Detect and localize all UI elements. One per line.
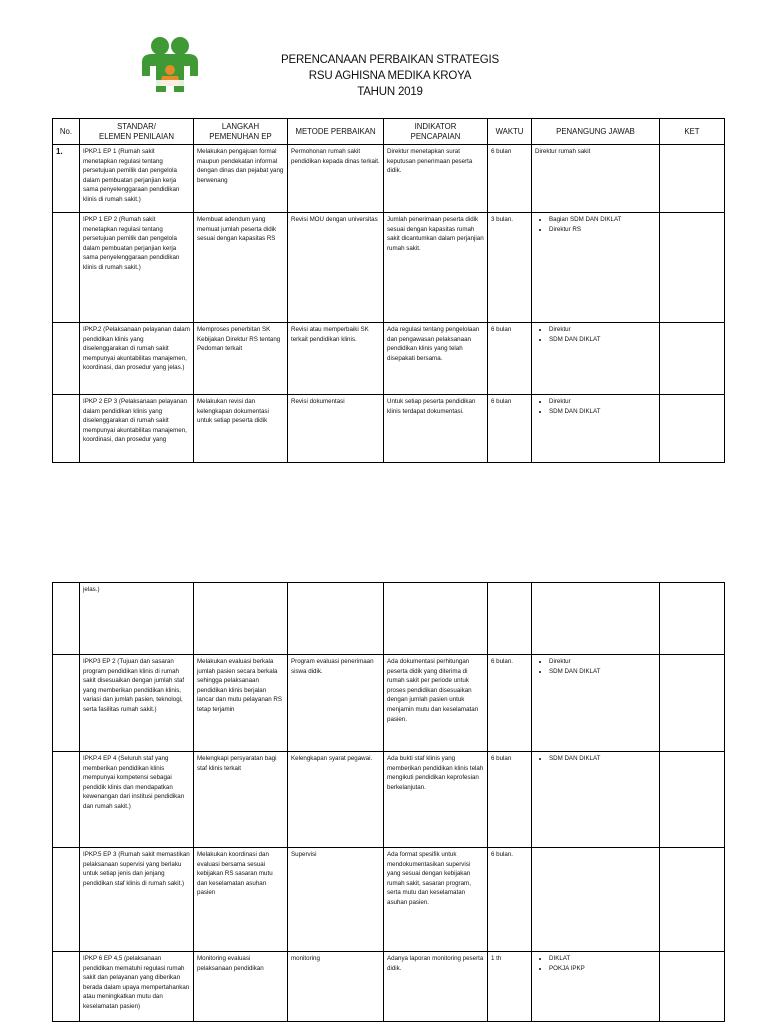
cell-penanggung-jawab bbox=[532, 655, 660, 752]
cell-waktu: 6 bulan bbox=[488, 145, 532, 213]
pj-list bbox=[535, 954, 656, 973]
cell-langkah: Membuat adendum yang memuat jumlah peserta didik sesuai dengan kapasitas RS bbox=[194, 213, 288, 323]
cell-no bbox=[53, 395, 80, 463]
cell-indikator: Ada format spesifik untuk mendokumentasikan supervisi yang sesuai dengan kebijakan rumah sakit, sasaran program, serta mutu dan keselamatan asuhan pasien. bbox=[384, 848, 488, 952]
cell-standar: IPKP 2 EP 3 (Pelaksanaan pelayanan dalam pendidikan klinis yang diselenggarakan di rumah sakit mempunyai akuntabilitas manajemen, koordinasi, dan prosedur yang bbox=[80, 395, 194, 463]
cell-waktu: 6 bulan bbox=[488, 323, 532, 395]
cell-indikator: Ada regulasi tentang pengelolaan dan pengawasan pelaksanaan pendidikan klinis yang telah disepakati bersama. bbox=[384, 323, 488, 395]
cell-metode: Kelengkapan syarat pegawai. bbox=[288, 752, 384, 848]
col-header-indikator: INDIKATOR PENCAPAIAN bbox=[384, 119, 488, 145]
table-row bbox=[53, 213, 725, 323]
cell-indikator: Jumlah penerimaan peserta didik sesuai dengan kapasitas rumah sakit dicantumkan dalam perjanjian rumah sakit. bbox=[384, 213, 488, 323]
cell-indikator: Direktur menetapkan surat keputusan penerimaan peserta didik. bbox=[384, 145, 488, 213]
cell-penanggung-jawab bbox=[532, 583, 660, 655]
cell-standar: IPKP.2 (Pelaksanaan pelayanan dalam pendidikan klinis yang diselenggarakan di rumah sakit mempunyai akuntabilitas manajemen, koordinasi, dan prosedur yang jelas.) bbox=[80, 323, 194, 395]
cell-langkah: Melakukan evaluasi berkala jumlah pasien secara berkala sehingga pelaksanaan pendidikan klinis berjalan lancar dan mutu pelayanan RS tetap terjamin bbox=[194, 655, 288, 752]
cell-standar: IPKP.5 EP 3 (Rumah sakit memastikan pelaksanaan supervisi yang berlaku untuk setiap jenis dan jenjang pendidikan staf klinis di rumah sakit.) bbox=[80, 848, 194, 952]
cell-waktu bbox=[488, 583, 532, 655]
col-header-pj: PENANGUNG JAWAB bbox=[532, 119, 660, 145]
cell-langkah: Melengkapi persyaratan bagi staf klinis terkait bbox=[194, 752, 288, 848]
cell-no bbox=[53, 655, 80, 752]
pj-list-item: • SDM DAN DIKLAT bbox=[549, 407, 656, 417]
table-row bbox=[53, 583, 725, 655]
plan-table-page-1 bbox=[52, 118, 725, 463]
cell-no bbox=[53, 213, 80, 323]
document-title bbox=[230, 52, 550, 100]
pj-list bbox=[535, 754, 656, 764]
cell-ket bbox=[660, 655, 725, 752]
col-header-standar: STANDAR/ ELEMEN PENILAIAN bbox=[80, 119, 194, 145]
cell-indikator: Untuk setiap peserta pendidikan klinis terdapat dokumentasi. bbox=[384, 395, 488, 463]
cell-penanggung-jawab bbox=[532, 952, 660, 1022]
table-row bbox=[53, 655, 725, 752]
cell-indikator: Adanya laporan monitoring peserta didik. bbox=[384, 952, 488, 1022]
cell-no bbox=[53, 848, 80, 952]
table-row bbox=[53, 145, 725, 213]
title-line-1: PERENCANAAN PERBAIKAN STRATEGIS bbox=[281, 54, 499, 66]
cell-no bbox=[53, 752, 80, 848]
col-header-no: No. bbox=[53, 119, 80, 145]
cell-standar: IPKP 6 EP 4,5 (pelaksanaan pendidikan mematuhi regulasi rumah sakit dan pelayanan yang diberikan berada dalam upaya mempertahankan atau meningkatkan mutu dan keselamatan pasien) bbox=[80, 952, 194, 1022]
cell-metode: Supervisi bbox=[288, 848, 384, 952]
cell-waktu: 6 bulan bbox=[488, 395, 532, 463]
pj-list-item: • Bagian SDM DAN DIKLAT bbox=[549, 215, 656, 225]
cell-ket bbox=[660, 583, 725, 655]
cell-no bbox=[53, 583, 80, 655]
cell-waktu: 6 bulan bbox=[488, 752, 532, 848]
cell-penanggung-jawab bbox=[532, 395, 660, 463]
pj-list bbox=[535, 325, 656, 344]
pj-list-item: • Direktur RS bbox=[549, 225, 656, 235]
cell-ket bbox=[660, 752, 725, 848]
cell-no bbox=[53, 323, 80, 395]
cell-ket bbox=[660, 323, 725, 395]
cell-metode bbox=[288, 583, 384, 655]
cell-metode: Revisi MOU dengan universitas bbox=[288, 213, 384, 323]
cell-waktu: 6 bulan. bbox=[488, 655, 532, 752]
cell-standar: IPKP.1 EP 1 (Rumah sakit menetapkan regulasi tentang persetujuan pemilik dan pengelola dalam pembuatan perjanjian kerja sama penyelenggaraan pendidikan klinis di rumah sakit.) bbox=[80, 145, 194, 213]
pj-list bbox=[535, 215, 656, 234]
col-header-ket: KET bbox=[660, 119, 725, 145]
cell-penanggung-jawab bbox=[532, 323, 660, 395]
cell-metode: Program evaluasi penerimaan siswa didik. bbox=[288, 655, 384, 752]
cell-standar: jelas.) bbox=[80, 583, 194, 655]
table-row bbox=[53, 323, 725, 395]
col-header-langkah: LANGKAH PEMENUHAN EP bbox=[194, 119, 288, 145]
col-header-metode: METODE PERBAIKAN bbox=[288, 119, 384, 145]
cell-metode: Revisi dokumentasi bbox=[288, 395, 384, 463]
cell-no bbox=[53, 952, 80, 1022]
pj-list-item: • Direktur bbox=[549, 325, 656, 335]
cell-standar: IPKP 1 EP 2 (Rumah sakit menetapkan regulasi tentang persetujuan pemilik dan pengelola dalam pembuatan perjanjian kerja sama penyelenggaraan pendidikan klinis di rumah sakit.) bbox=[80, 213, 194, 323]
title-line-2: RSU AGHISNA MEDIKA KROYA bbox=[308, 70, 472, 82]
table-row bbox=[53, 752, 725, 848]
cell-penanggung-jawab: Direktur rumah sakit bbox=[532, 145, 660, 213]
cell-standar: IPKP.4 EP 4 (Seluruh staf yang memberikan pendidikan klinis mempunyai kompetensi sebagai pendidik klinis dan mendapatkan kewenangan dari institusi pendidikan dan rumah sakit.) bbox=[80, 752, 194, 848]
cell-ket bbox=[660, 213, 725, 323]
cell-ket bbox=[660, 395, 725, 463]
table-row bbox=[53, 952, 725, 1022]
cell-langkah: Melakukan revisi dan kelengkapan dokumentasi untuk setiap peserta didik bbox=[194, 395, 288, 463]
pj-list bbox=[535, 397, 656, 416]
col-header-waktu: WAKTU bbox=[488, 119, 532, 145]
pj-list bbox=[535, 657, 656, 676]
cell-metode: monitoring bbox=[288, 952, 384, 1022]
cell-langkah: Melakukan pengajuan formal maupun pendekatan informal dengan dinas dan pejabat yang berwenang bbox=[194, 145, 288, 213]
cell-ket bbox=[660, 145, 725, 213]
pj-list-item: • Direktur bbox=[549, 657, 656, 667]
table-row bbox=[53, 395, 725, 463]
cell-metode: Revisi atau memperbaiki SK terkait pendidikan klinis. bbox=[288, 323, 384, 395]
pj-list-item: • Direktur bbox=[549, 397, 656, 407]
people-logo-icon bbox=[134, 36, 204, 100]
cell-metode: Permohonan rumah sakit pendidikan kepada dinas terkait. bbox=[288, 145, 384, 213]
cell-indikator: Ada dokumentasi perhitungan peserta didik yang diterima di rumah sakit per periode untuk proses pendidikan disesuaikan dengan jumlah pasien untuk menjamin mutu dan keselamatan pasien. bbox=[384, 655, 488, 752]
cell-penanggung-jawab bbox=[532, 752, 660, 848]
cell-indikator bbox=[384, 583, 488, 655]
table-row bbox=[53, 848, 725, 952]
cell-no: 1. bbox=[53, 145, 80, 213]
cell-langkah: Memproses penerbitan SK Kebijakan Direktur RS tentang Pedoman terkait bbox=[194, 323, 288, 395]
cell-penanggung-jawab bbox=[532, 848, 660, 952]
cell-langkah: Monitoring evaluasi pelaksanaan pendidikan bbox=[194, 952, 288, 1022]
title-line-3: TAHUN 2019 bbox=[357, 86, 423, 98]
pj-list-item: • SDM DAN DIKLAT bbox=[549, 335, 656, 345]
cell-langkah: Melakukan koordinasi dan evaluasi bersama sesuai kebijakan RS sasaran mutu dan keselamatan asuhan pasien bbox=[194, 848, 288, 952]
cell-standar: IPKP3 EP 2 (Tujuan dan sasaran program pendidikan klinis di rumah sakit disesuaikan dengan jumlah staf yang memberikan pendidikan klinis, variasi dan jumlah pasien, teknologi, serta fasilitas rumah sakit.) bbox=[80, 655, 194, 752]
table-header-row bbox=[53, 119, 725, 145]
pj-list-item: • SDM DAN DIKLAT bbox=[549, 754, 656, 764]
plan-table-page-2 bbox=[52, 582, 725, 1022]
pj-list-item: • DIKLAT bbox=[549, 954, 656, 964]
pj-list-item: • POKJA IPKP bbox=[549, 964, 656, 974]
cell-ket bbox=[660, 848, 725, 952]
cell-waktu: 3 bulan. bbox=[488, 213, 532, 323]
cell-langkah bbox=[194, 583, 288, 655]
cell-penanggung-jawab bbox=[532, 213, 660, 323]
cell-waktu: 6 bulan. bbox=[488, 848, 532, 952]
pj-list-item: • SDM DAN DIKLAT bbox=[549, 667, 656, 677]
cell-ket bbox=[660, 952, 725, 1022]
cell-indikator: Ada bukti staf klinis yang memberikan pendidikan klinis telah mengikuti pendidikan keprofesian berkelanjutan. bbox=[384, 752, 488, 848]
cell-waktu: 1 th bbox=[488, 952, 532, 1022]
